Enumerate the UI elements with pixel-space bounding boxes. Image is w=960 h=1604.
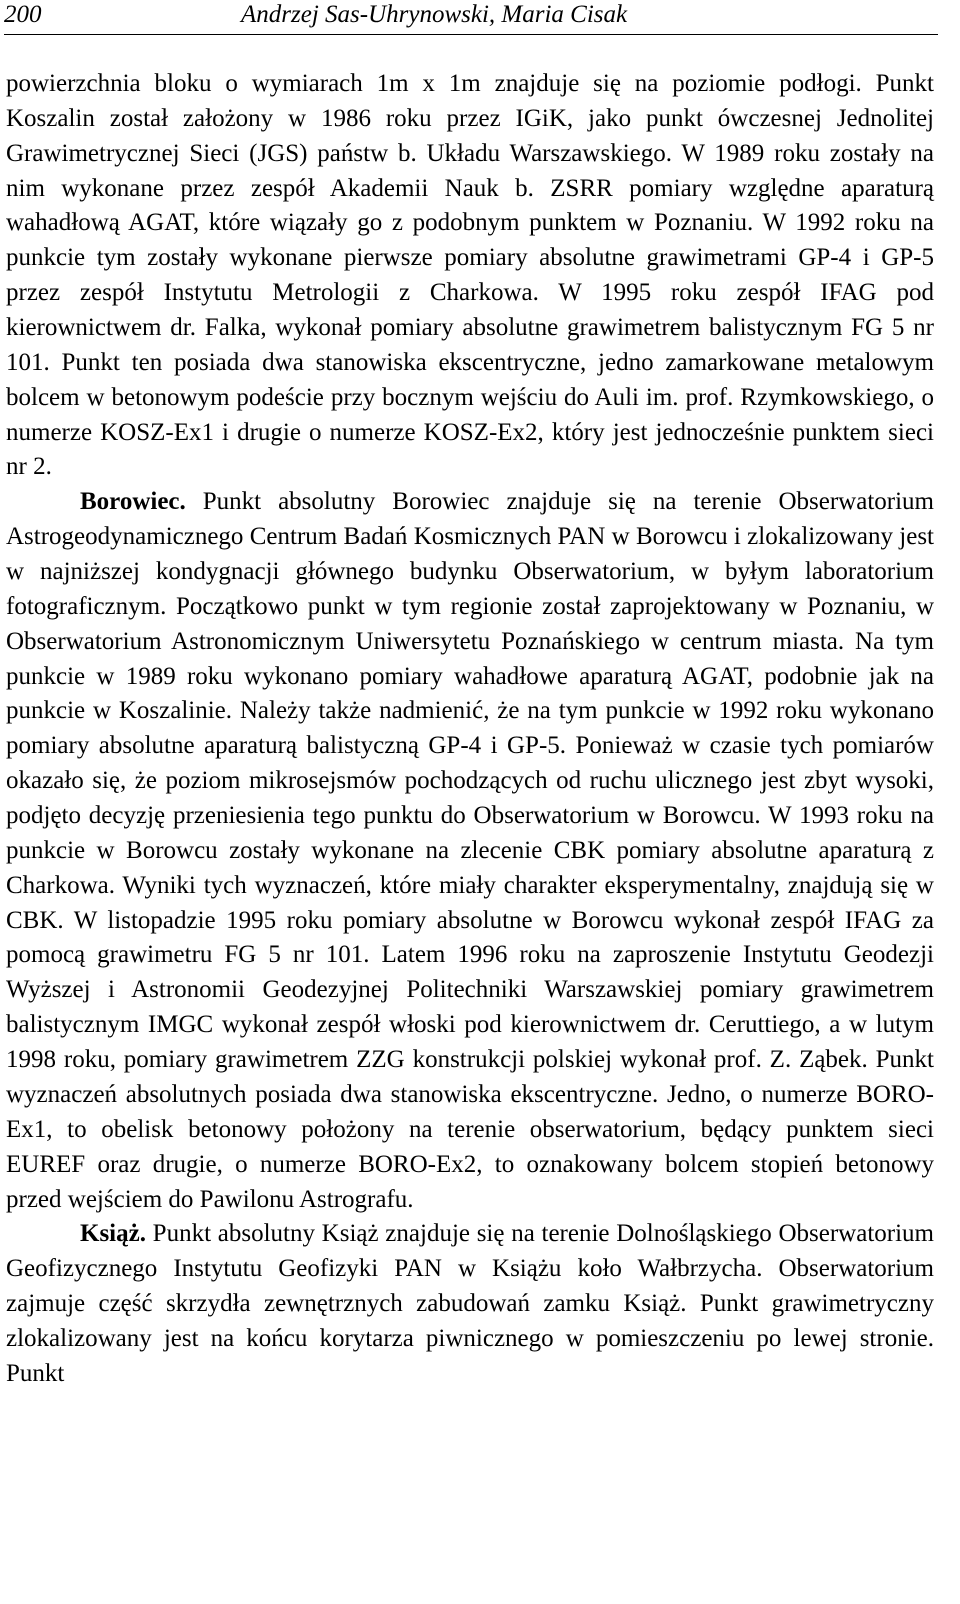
running-head-authors: Andrzej Sas-Uhrynowski, Maria Cisak [241,1,628,28]
paragraph-borowiec [6,485,934,1217]
paragraph-ksiaz [6,1217,934,1391]
page-header [4,0,938,35]
paragraph-lead-ksiaz: Książ. [80,1220,146,1248]
paragraph-text: Punkt absolutny Książ znajduje się na terenie Dolnośląskiego Obserwatorium Geofizycznego Instytutu Geofizyki PAN w Książu koło Wałbrzycha. Obserwatorium zajmuje część skrzydła zewnętrznych zabudowań zamku Książ. Punkt grawimetryczny zlokalizowany jest na końcu korytarza piwnicznego w pomieszczeniu po lewej stronie. Punkt [6,1220,934,1387]
paragraph-text: Punkt absolutny Borowiec znajduje się na terenie Obserwatorium Astrogeodynamicznego Centrum Badań Kosmicznych PAN w Borowcu i zlokalizowany jest w najniższej kondygnacji głównego budynku Obserwatorium, w byłym laboratorium fotograficznym. Początkowo punkt w tym regionie został zaprojektowany w Poznaniu, w Obserwatorium Astronomicznym Uniwersytetu Poznańskiego w centrum miasta. Na tym punkcie w 1989 roku wykonano pomiary wahadłowe aparaturą AGAT, podobnie jak na punkcie w Koszalinie. Należy także nadmienić, że na tym punkcie w 1992 roku wykonano pomiary absolutne aparaturą balistyczną GP-4 i GP-5. Ponieważ w czasie tych pomiarów okazało się, że poziom mikrosejsmów pochodzących od ruchu ulicznego jest zbyt wysoki, podjęto decyzję przeniesienia tego punktu do Obserwatorium w Borowcu. W 1993 roku na punkcie w Borowcu zostały wykonane na zlecenie CBK pomiary absolutne aparaturą z Charkowa. Wyniki tych wyznaczeń, które miały charakter eksperymentalny, znajdują się w CBK. W listopadzie 1995 roku pomiary absolutne w Borowcu wykonał zespół IFAG za pomocą grawimetru FG 5 nr 101. Latem 1996 roku na zaproszenie Instytutu Geodezji Wyższej i Astronomii Geodezyjnej Politechniki Warszawskiej pomiary grawimetrem balistycznym IMGC wykonał zespół włoski pod kierownictwem dr. Ceruttiego, a w lutym 1998 roku, pomiary grawimetrem ZZG konstrukcji polskiej wykonał prof. Z. Ząbek. Punkt wyznaczeń absolutnych posiada dwa stanowiska ekscentryczne. Jedno, o numerze BORO-Ex1, to obelisk betonowy położony na terenie obserwatorium, będący punktem sieci EUREF oraz drugie, o numerze BORO-Ex2, to oznakowany bolcem stopień betonowy przed wejściem do Pawilonu Astrografu. [6,488,934,1213]
paragraph-text: powierzchnia bloku o wymiarach 1m x 1m znajduje się na poziomie podłogi. Punkt Koszalin został założony w 1986 roku przez IGiK, jako punkt ówczesnej Jednolitej Grawimetrycznej Sieci (JGS) państw b. Układu Warszawskiego. W 1989 roku zostały na nim wykonane przez zespół Akademii Nauk b. ZSRR pomiary względne aparaturą wahadłową AGAT, które wiązały go z podobnym punktem w Poznaniu. W 1992 roku na punkcie tym zostały wykonane pierwsze pomiary absolutne grawimetrami GP-4 i GP-5 przez zespół Instytutu Metrologii z Charkowa. W 1995 roku zespół IFAG pod kierownictwem dr. Falka, wykonał pomiary absolutne grawimetrem balistycznym FG 5 nr 101. Punkt ten posiada dwa stanowiska ekscentryczne, jedno zamarkowane metalowym bolcem w betonowym podeście przy bocznym wejściu do Auli im. prof. Rzymkowskiego, o numerze KOSZ-Ex1 i drugie o numerze KOSZ-Ex2, który jest jednocześnie punktem sieci nr 2. [6,70,934,481]
paragraph-koszalin-continued [6,67,934,485]
body-text [6,67,934,1392]
page-number: 200 [4,1,42,28]
paragraph-lead-borowiec: Borowiec. [80,488,186,516]
